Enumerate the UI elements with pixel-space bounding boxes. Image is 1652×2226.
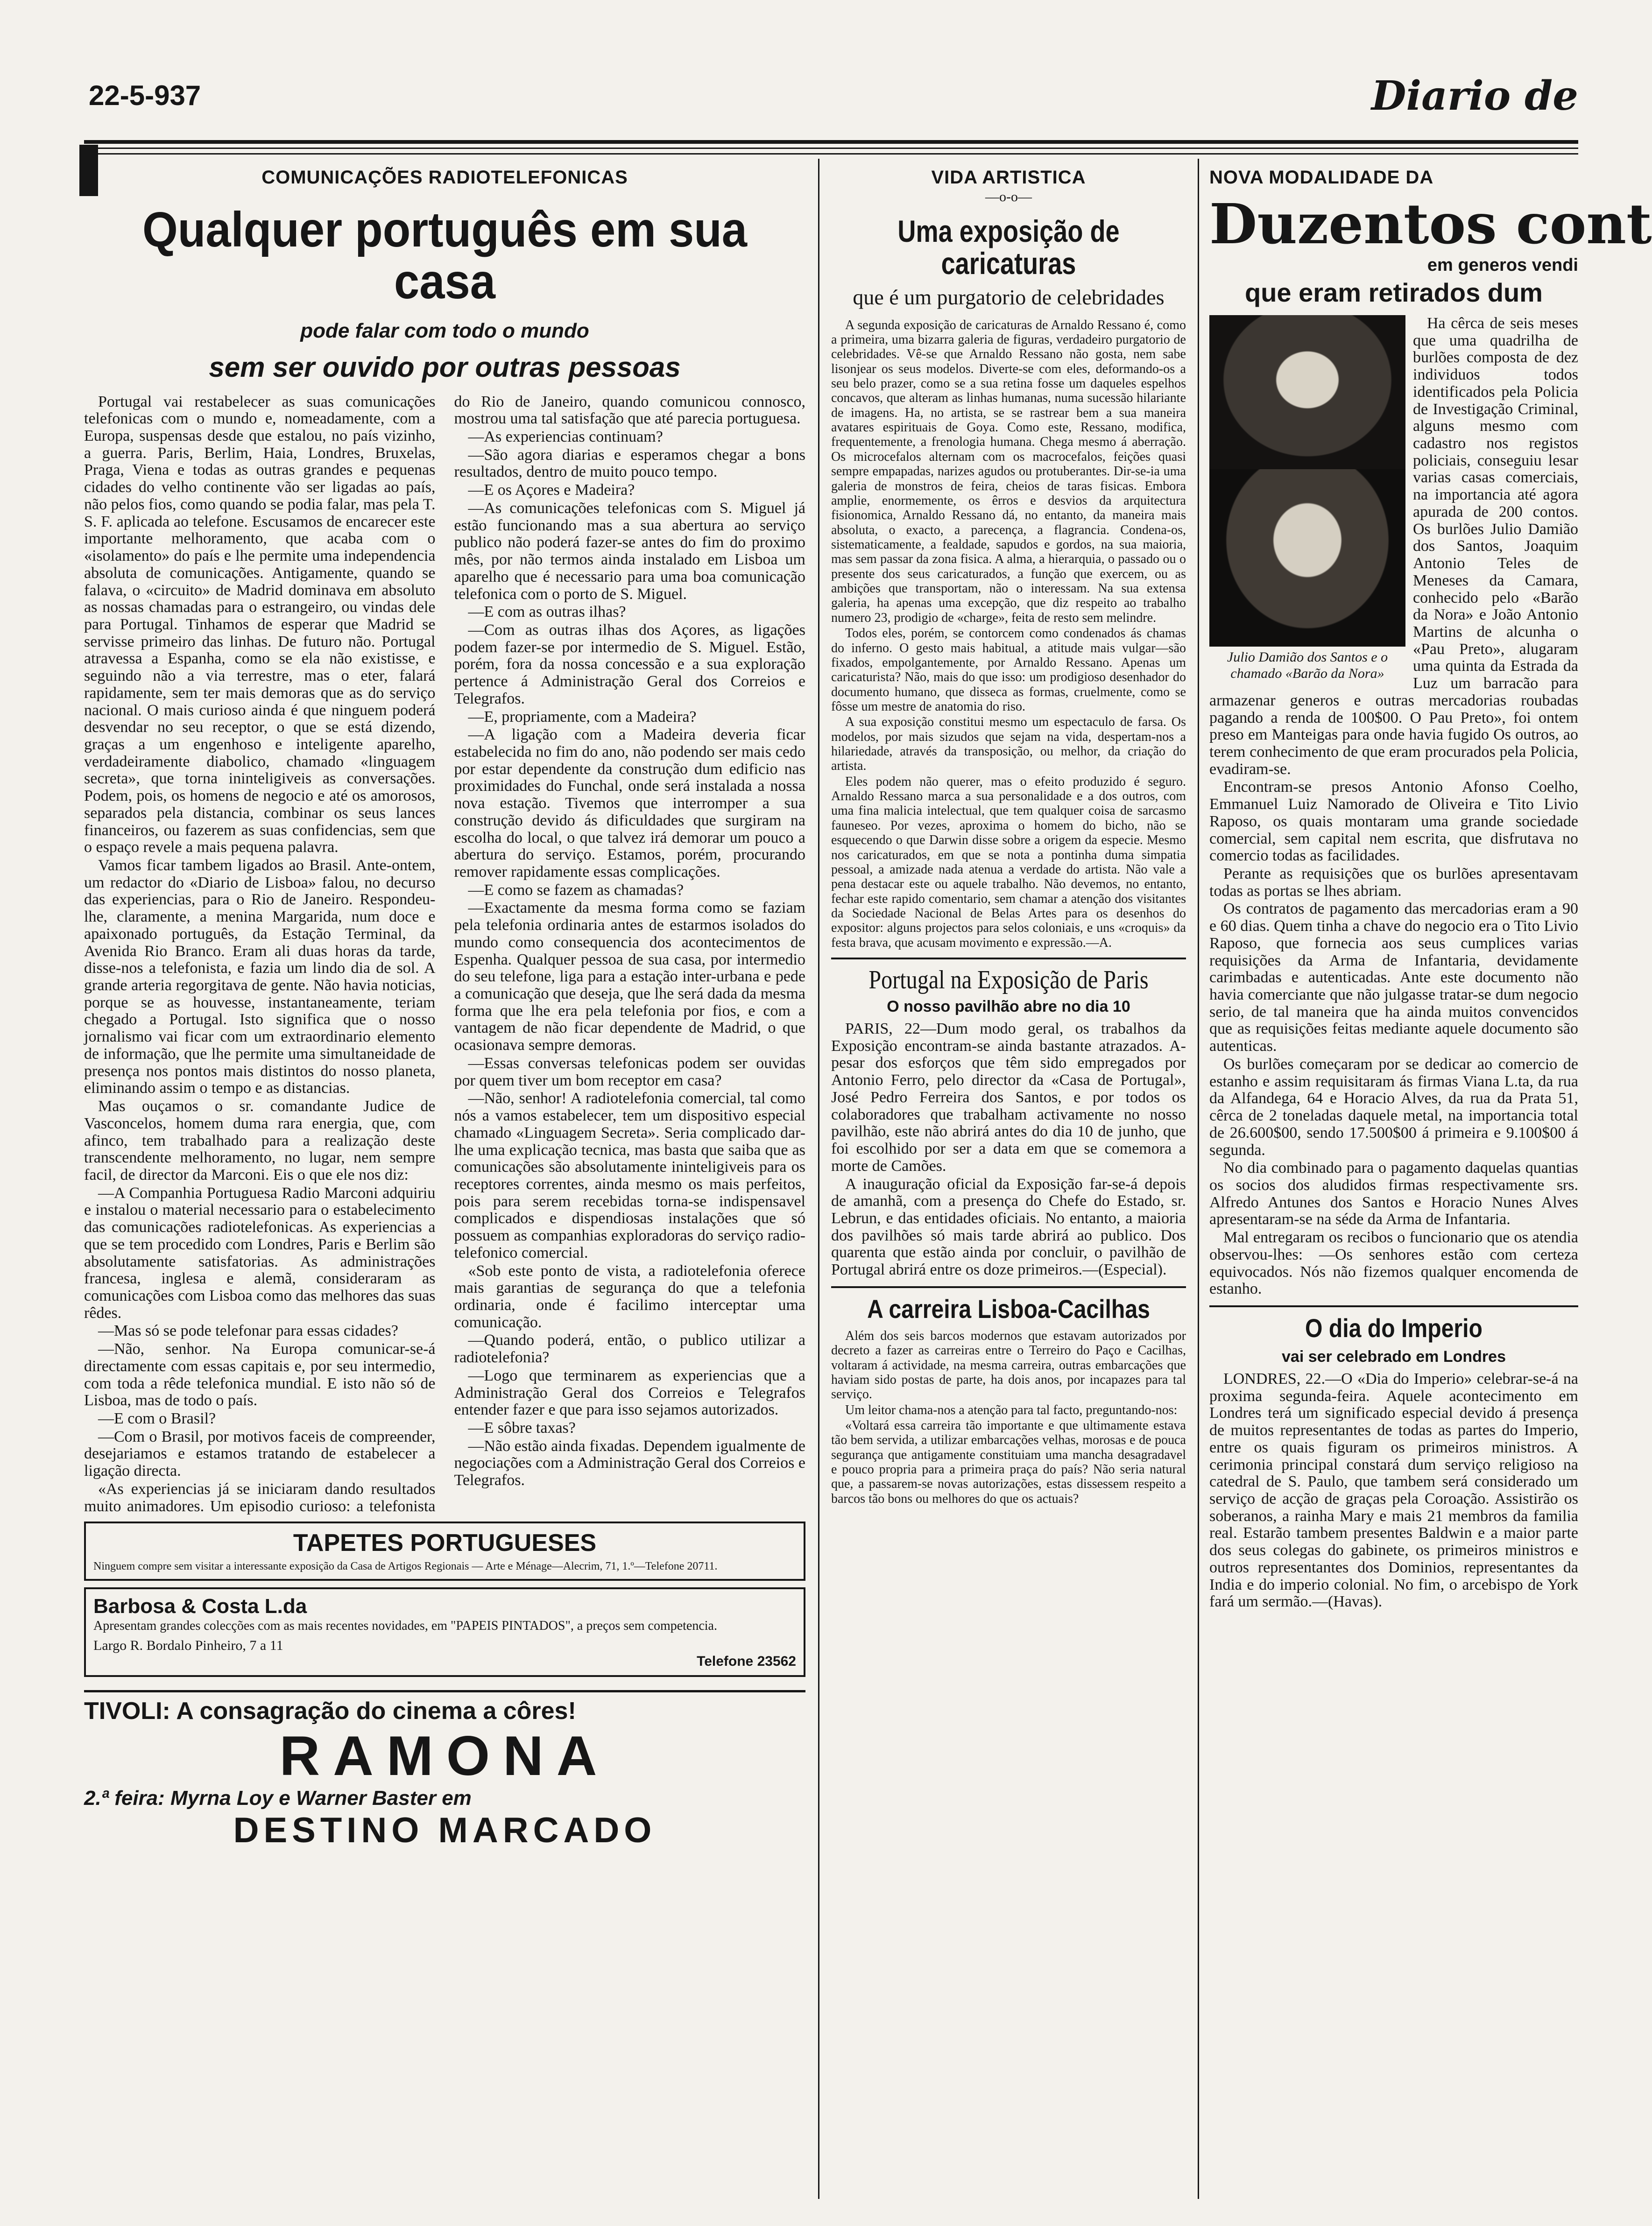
- article-body: [1209, 1371, 1578, 1611]
- paragraph: Os burlões começaram por se dedicar ao comercio de estanho e assim requisitaram ás firmas Viana L.ta, da rua da Alfandega, 64 e Horacio Alves, da rua da Prata 51, cêrca de 2 toneladas daquele metal, na importancia total de 26.600$00, sendo 17.500$00 á primeira e 9.100$00 á segunda.: [1209, 1055, 1578, 1159]
- article-body: [831, 318, 1186, 950]
- ad-barbosa: [84, 1587, 805, 1677]
- column-divider: [818, 159, 819, 2199]
- section-kicker: NOVA MODALIDADE DA: [1209, 167, 1434, 188]
- paragraph: PARIS, 22—Dum modo geral, os trabalhos da Exposição encontram-se ainda bastante atrazados. A-pesar dos esforços que têm sido empregados por Antonio Ferro, pelo director da «Casa de Portugal», José Pedro Ferreira dos Santos, e por todos os colaboradores que trabalham activamente no nosso pavilhão, este não abrirá antes do dia 10 de junho, que foi escolhido por ser a data em que se comemora a morte de Camões.: [831, 1020, 1186, 1175]
- tivoli-film: RAMONA: [279, 1724, 610, 1787]
- article-imperio: [1209, 1305, 1578, 1611]
- paragraph: Perante as requisições que os burlões apresentavam todas as portas se lhes abriam.: [1209, 865, 1578, 900]
- headline: Qualquer português em sua casa: [142, 202, 748, 310]
- headline: Uma exposição de caricaturas: [897, 214, 1120, 281]
- paragraph: —E, propriamente, com a Madeira?: [468, 708, 697, 726]
- paragraph: —E os Açores e Madeira?: [468, 481, 635, 499]
- ad-text: Ninguem compre sem visitar a interessante exposição da Casa de Artigos Regionais — Arte e Ménage—Alecrim, 71, 1.º—Telefone 20711.: [93, 1560, 718, 1573]
- subheadline: O nosso pavilhão abre no dia 10: [887, 998, 1130, 1016]
- headline: A carreira Lisboa-Cacilhas: [867, 1294, 1150, 1324]
- article-cacilhas: [831, 1286, 1186, 1506]
- column-arts: [831, 159, 1186, 2199]
- paragraph: —Mas só se pode telefonar para essas cidades?: [98, 1322, 398, 1340]
- section-kicker: VIDA ARTISTICA: [931, 167, 1086, 188]
- paragraph: Ha cêrca de seis meses que uma quadrilha de burlões composta de dez individuos todos identificados pela Policia de Investigação Criminal, alguns mesmo com cadastro nos registos policiais, conseguiu lesar varias casas comerciais, na importancia até agora apurada de 200 contos. Os burlões Julio Damião dos Santos, Joaquim Antonio Teles de Meneses da Camara, conhecido pelo «Barão da Nora» e João Antonio Martins de alcunha o «Pau Preto», alugaram uma quinta da Estrada da Luz um barracão para armazenar generos e outras mercadorias roubadas pagando a renda de 100$00. O Pau Preto», foi ontem preso em Manteigas para onde havia fugido Os outros, ao terem conhecimento de que eram procurados pela Policia, evadiram-se.: [1209, 315, 1578, 778]
- paragraph: Mas ouçamos o sr. comandante Judice de Vasconcelos, homem duma rara energia, que, com afinco, tem trabalhado para a realização deste transcendente melhoramento, no lugar, nem sempre facil, de director da Marconi. Eis o que ele nos diz:: [84, 1098, 436, 1183]
- paragraph: «Voltará essa carreira tão importante e que ultimamente estava tão bem servida, a utilizar embarcações velhas, morosas e de pouca segurança que antigamente constituiam uma mancha desagradavel e pouco propria para a primeira praça do país? Não seria natural que, a passarem-se novas autorizações, estas dissessem respeito a barcos tão bons ou melhores do que os actuais?: [831, 1418, 1186, 1506]
- paragraph: A inauguração oficial da Exposição far-se-á depois de amanhã, com a presença do Chefe do Estado, sr. Lebrun, e das entidades oficiais. No entanto, a maioria dos pavilhões só mais tarde abrirá ao publico. Dos quarenta que estão ainda por concluir, o pavilhão de Portugal abrirá entre os doze primeiros.—(Especial).: [831, 1175, 1186, 1279]
- paragraph: Encontram-se presos Antonio Afonso Coelho, Emmanuel Luiz Namorado de Oliveira e Tito Livio Raposo, os quais montaram uma grande sociedade comercial, sem capital nem escrita, que disfrutava no comercio todas as facilidades.: [1209, 778, 1578, 865]
- paragraph: No dia combinado para o pagamento daquelas quantias os socios dos aludidos firmas respectivamente srs. Alfredo Antunes dos Santos e Horacio Nunes Alves apresentaram-se na séde da Arma de Infantaria.: [1209, 1159, 1578, 1228]
- ad-text: Apresentam grandes colecções com as mais recentes novidades, em "PAPEIS PINTADOS", a preços sem competencia.: [93, 1619, 717, 1634]
- paragraph: —Logo que terminarem as experiencias que a Administração Geral dos Correios e Telegrafos entender fazer e que para isso sejamos autorizados.: [454, 1367, 805, 1419]
- headline: Portugal na Exposição de Paris: [868, 965, 1149, 995]
- column-divider: [1198, 159, 1199, 2199]
- paragraph: Todos eles, porém, se contorcem como condenados ás chamas do inferno. O gesto mais habitual, a atitude mais vulgar—são fixados, empolgantemente, por Arnaldo Ressano. Apenas um caricaturista? Não, mais do que isso: um prodigioso desenhador do documento humano, que disseca as formas, cruelmente, como se fôsse um mestre de anatomia do riso.: [831, 626, 1186, 714]
- paragraph: LONDRES, 22.—O «Dia do Imperio» celebrar-se-á na proxima segunda-feira. Aquele acontecimento em Londres terá um significado especial devido á presença de muitos representantes de todas as partes do Imperio, entre os quais figuram os primeiros ministros. A cerimonia principal constará dum serviço religioso na catedral de S. Paulo, que tambem será considerado um serviço de acção de graças pela Coroação. Assistirão os soberanos, a rainha Mary e mais 21 membros da familia real. Estarão tambem presentes Baldwin e a maior parte dos seus colegas do gabinete, os primeiros ministros e outros representantes dos Dominios, representantes da India e do imperio colonial. No fim, o arcebispo de York fará um sermão.—(Havas).: [1209, 1370, 1578, 1611]
- paragraph: Eles podem não querer, mas o efeito produzido é seguro. Arnaldo Ressano marca a sua personalidade e a dos outros, com uma fina malicia intelectual, que tem qualquer coisa de sarcasmo fauneseo. Por vezes, aproxima o homem do bicho, não se esquecendo o que Darwin disse sobre a origem da especie. Mesmo nos caricaturados, em que se nota a pontinha duma simpatia pessoal, a amizade nada atenua a verdade do artista. Não vale a pena destacar este ou aquele trabalho. Não devemos, no entanto, fechar este rapido comentario, sem chamar a atenção dos visitantes da Sociedade Nacional de Belas Artes para os desenhos do expositor: alguns projectos para selos coloniais, e uns «croquis» da festa brava, que acusam movimento e expressão.—A.: [831, 774, 1186, 950]
- article-body: [831, 1329, 1186, 1506]
- subheadline: pode falar com todo o mundo: [300, 319, 589, 342]
- paragraph: —As experiencias continuam?: [468, 428, 663, 446]
- paragraph: «As experiencias já se iniciaram dando resultados muito animadores. Um episodio curioso: a telefonista do Rio de Janeiro, quando comunicou connosco, mostrou uma tal satisfação que até parecia portuguesa.: [84, 393, 805, 1515]
- article-paris: [831, 958, 1186, 1279]
- paragraph: —E como se fazem as chamadas?: [468, 881, 684, 899]
- subheadline: em generos vendi: [1427, 255, 1578, 275]
- ornament: —o-o—: [985, 189, 1032, 204]
- ad-company: Barbosa & Costa L.da: [93, 1595, 307, 1618]
- paragraph: A segunda exposição de caricaturas de Arnaldo Ressano é, como a primeira, uma bizarra galeria de figuras, verdadeiro purgatorio de celebridades. Vê-se que Arnaldo Ressano não gosta, nem sabe lisonjear os seus modelos. Diverte-se com eles, deformando-os a seu belo prazer, como se a sua retina fosse um daqueles espelhos concavos, que alteram as linhas humanas, numa sucessão hilariante de imagens. Ha, no artista, se se rastrear bem a sua maneira avatares espirituais de Goya. Como este, Ressano, modifica, frequentemente, a frenologia humana. Chega mesmo á aberração. Os microcefalos alternam com os macrocefalos, feições quasi sempre empapadas, narizes agudos ou protuberantes. Dir-se-ia uma galeria de monstros de feira, cheios de taras fisicas. Embora amplie, enormemente, os êrros e desvios da arquitectura fisionomica, Arnaldo Ressano dá, no entanto, da maneira mais absoluta, o exacto, a parecença, a flagrancia. Condena-os, sistematicamente, a fealdade, sapudos e gordos, na sua maioria, mas sem passar da zona fisica. A alma, a hierarquia, o passado ou o presente dos seus caricaturados, a função que exercem, ou as ambições que transportam, não o interessam. Na sua extensa galeria, ha apenas uma excepção, que diz respeito ao trabalho numero 23, prodigio de «charge», feita de resto sem melindre.: [831, 317, 1186, 625]
- masthead-rule: [84, 148, 1578, 149]
- photo-block: [1209, 315, 1405, 682]
- article-body: [831, 1021, 1186, 1279]
- ad-tivoli: [84, 1690, 805, 1851]
- ads-row: [84, 1515, 805, 1683]
- paragraph: —E com o Brasil?: [98, 1410, 216, 1427]
- paragraph: —Com o Brasil, por motivos faceis de compreender, desejariamos e estamos tratando de estabelecer a ligação directa.: [84, 1428, 436, 1480]
- section-kicker: COMUNICAÇÕES RADIOTELEFONICAS: [261, 167, 628, 188]
- tivoli-film-next: DESTINO MARCADO: [233, 1810, 657, 1850]
- paragraph: —Essas conversas telefonicas podem ser ouvidas por quem tiver um bom receptor em casa?: [454, 1054, 805, 1089]
- paragraph: —Não, senhor. Na Europa comunicar-se-á directamente com essas capitais e, por seu intermedio, com toda a rêde telefonica mundial. E isto não só de Lisboa, mas de todo o país.: [84, 1340, 436, 1409]
- subheadline: que é um purgatorio de celebridades: [853, 285, 1165, 309]
- paragraph: —São agora diarias e esperamos chegar a bons resultados, dentro de muito pouco tempo.: [454, 446, 805, 481]
- issue-date: 22-5-937: [89, 80, 201, 111]
- paragraph: —Quando poderá, então, o publico utilizar a radiotelefonia?: [454, 1331, 805, 1367]
- column-fraud-article: [1209, 159, 1652, 2199]
- article-body: [1209, 315, 1578, 1298]
- paragraph: Vamos ficar tambem ligados ao Brasil. Ante-ontem, um redactor do «Diario de Lisboa» falou, no decurso das experiencias, para o Rio de Janeiro. Respondeu-lhe, claramente, a menina Margarida, num doce e apaixonado português, da Estação Terminal, da Avenida Rio Branco. Eram ali duas horas da tarde, disse-nos a telefonista, e fazia um lindo dia de sol. A grande arteria regorgitava de gente. Não havia noticias, porque se as houvesse, instantaneamente, teriam chegado a Portugal. Isto significa que o nosso jornalismo vai ficar com um extraordinario elemento de informação, que lhe permite uma simultaneidade de presença nos pontos mais distintos do nosso planeta, eliminando assim o tempo e as distancias.: [84, 857, 436, 1097]
- ad-tapetes: [84, 1522, 805, 1581]
- newspaper-page: [84, 70, 1652, 2199]
- paragraph: —E sôbre taxas?: [468, 1419, 576, 1437]
- paragraph: —Não estão ainda fixadas. Dependem igualmente de negociações com a Administração Geral dos Correios e Telegrafos.: [454, 1437, 805, 1489]
- ad-title: TAPETES PORTUGUESES: [293, 1529, 597, 1557]
- paragraph: A sua exposição constitui mesmo um espectaculo de farsa. Os modelos, por mais sizudos que sejam na vida, despertam-nos a hilariedade, através da transposição, ou melhor, da criação do artista.: [831, 715, 1186, 774]
- paragraph: —E com as outras ilhas?: [468, 603, 626, 621]
- photo-caption: Julio Damião dos Santos e o chamado «Barão da Nora»: [1227, 649, 1388, 681]
- subheadline-secondary: que eram retirados dum: [1245, 278, 1543, 307]
- photo-portrait: [1209, 469, 1405, 647]
- photo-portrait: [1209, 315, 1405, 469]
- masthead-rule: [84, 140, 1578, 144]
- paragraph: Um leitor chama-nos a atenção para tal facto, preguntando-nos:: [845, 1402, 1178, 1417]
- paragraph: —A ligação com a Madeira deveria ficar estabelecida no fim do ano, não podendo ser mais cedo por estar dependente da construção dum edificio nas proximidades do Funchal, onde será instalada a nossa nova estação. Tivemos que interromper a sua construção devido ás dificuldades que surgiram na escolha do local, o que talvez irá demorar um pouco a abertura do serviço. Estamos, porém, procurando remover rapidamente essas complicações.: [454, 726, 805, 881]
- ad-phone: Telefone 23562: [697, 1653, 796, 1669]
- paragraph: —Não, senhor! A radiotelefonia comercial, tal como nós a vamos estabelecer, tem um dispositivo especial chamado «Linguagem Secreta». Seria complicado dar-lhe uma explicação tecnica, mas basta que saiba que as comunicações são absolutamente ininteligiveis para os receptores correntes, ainda mesmo os mais perfeitos, pois para serem recebidas torna-se indispensavel complicados e dispendiosas instalações que só possuem as companhias exploradoras do serviço radio-telefonico comercial.: [454, 1090, 805, 1261]
- paragraph: —Com as outras ilhas dos Açores, as ligações podem fazer-se por intermedio de S. Miguel. Estão, porém, fora da nossa concessão e a sua exploração pertence á Administração Geral dos Correios e Telegrafos.: [454, 621, 805, 707]
- paragraph: —Exactamente da mesma forma como se faziam pela telefonia ordinaria antes de estarmos isolados do mundo como consequencia dos acontecimentos de Espenha. Qualquer pessoa de sua casa, por intermedio do seu telefone, liga para a estação inter-urbana e pede a comunicação que deseja, que lhe será dada da mesma forma que lhe era pela telefonia por fios, e com a vantagem de não ficar dependente de Madrid, o que ocasionava sempre demoras.: [454, 899, 805, 1054]
- tivoli-next: 2.ª feira: Myrna Loy e Warner Baster em: [84, 1786, 472, 1810]
- headline: O dia do Imperio: [1305, 1313, 1483, 1343]
- paragraph: Mal entregaram os recibos o funcionario que os atendia observou-lhes: —Os senhores estão com certeza equivocados. Nós não fizemos qualquer encomenda de estanho.: [1209, 1229, 1578, 1298]
- tivoli-tagline: TIVOLI: A consagração do cinema a côres!: [84, 1697, 576, 1725]
- paragraph: —As comunicações telefonicas com S. Miguel já estão funcionando mas a sua abertura ao serviço publico não poderá fazer-se antes do fim do proximo mês, por não termos ainda instalado em Lisboa um aparelho que é necessario para uma boa comunicação telefonica com o porto de S. Miguel.: [454, 499, 805, 603]
- ads-stack: [84, 1515, 805, 1683]
- headline: Duzentos cont: [1209, 191, 1652, 256]
- paragraph: Portugal vai restabelecer as suas comunicações telefonicas com o mundo e, nomeadamente, com a Europa, suspensas desde que estalou, no país vizinho, a guerra. Paris, Berlim, Haia, Londres, Bruxelas, Praga, Viena e todas as outras grandes e pequenas cidades do velho continente vão ser ligadas ao país, não pelos fios, como quando se podia falar, mas pela T. S. F. aplicada ao telefone. Escusamos de encarecer este importante melhoramento, que acaba com o «isolamento» do país e lhe permite uma independencia absoluta de comunicações. Antigamente, quando se falava, o «circuito» de Madrid dominava em absoluto as nossas chamadas para o estrangeiro, ou vindas dele para Portugal. Tinhamos de esperar que Madrid se servisse primeiro das linhas. De futuro não. Portugal atravessa a Espanha, como se ela não existisse, e seguindo não a via terrestre, mas o eter, falará rapidamente, sem ter mais demoras que as do serviço nacional. O mais curioso ainda é que ninguem poderá desvendar no seu receptor, o que se está dizendo, graças a um engenhoso e inteligente aparelho, verdadeiramente diabolico, chamado «linguagem secreta», que torna ininteligiveis as conversações. Podem, pois, os homens de negocio e até os amorosos, separados pela distancia, combinar os seus lances financeiros, ou fazerem as suas confidencias, sem que o espaço revele a mais pequena palavra.: [84, 393, 436, 856]
- paragraph: Além dos seis barcos modernos que estavam autorizados por decreto a fazer as carreiras entre o Terreiro do Paço e Cacilhas, voltaram á actividade, na mesma carreira, outras embarcações que haviam sido postas de parte, ha dois anos, por incapazes para tal serviço.: [831, 1328, 1186, 1402]
- ad-address: Largo R. Bordalo Pinheiro, 7 a 11: [93, 1637, 283, 1653]
- paragraph: Os contratos de pagamento das mercadorias eram a 90 e 60 dias. Quem tinha a chave do negocio era o Tito Livio Raposo, que fornecia aos seus cumplices varias requisições da Arma de Infantaria, devidamente carimbadas e autenticadas. Ante este documento não havia comerciante que não julgasse tratar-se dum negocio serio, de tal maneira que ha ainda muitos convencidos que as requisições feitas mediante aquele documento são autenticas.: [1209, 900, 1578, 1055]
- newspaper-title: Diario de: [1371, 72, 1578, 120]
- article-body: [84, 394, 805, 1515]
- subheadline: vai ser celebrado em Londres: [1282, 1347, 1506, 1366]
- paragraph: —A Companhia Portuguesa Radio Marconi adquiriu e instalou o material necessario para o estabelecimento das comunicações radiotelefonicas. As experiencias a que se tem procedido com Londres, Paris e Berlim são absolutamente satisfatorias. As administrações francesa, inglesa e alemã, consideraram as comunicações com Lisboa como das melhores das suas rêdes.: [84, 1184, 436, 1322]
- subheadline-secondary: sem ser ouvido por outras pessoas: [209, 351, 681, 383]
- masthead-rule: [84, 153, 1578, 155]
- paragraph: «Sob este ponto de vista, a radiotelefonia oferece mais garantias de segurança do que a telefonia ordinaria, onde é facilimo interceptar uma comunicação.: [454, 1262, 805, 1331]
- column-radio-article: [84, 159, 805, 2199]
